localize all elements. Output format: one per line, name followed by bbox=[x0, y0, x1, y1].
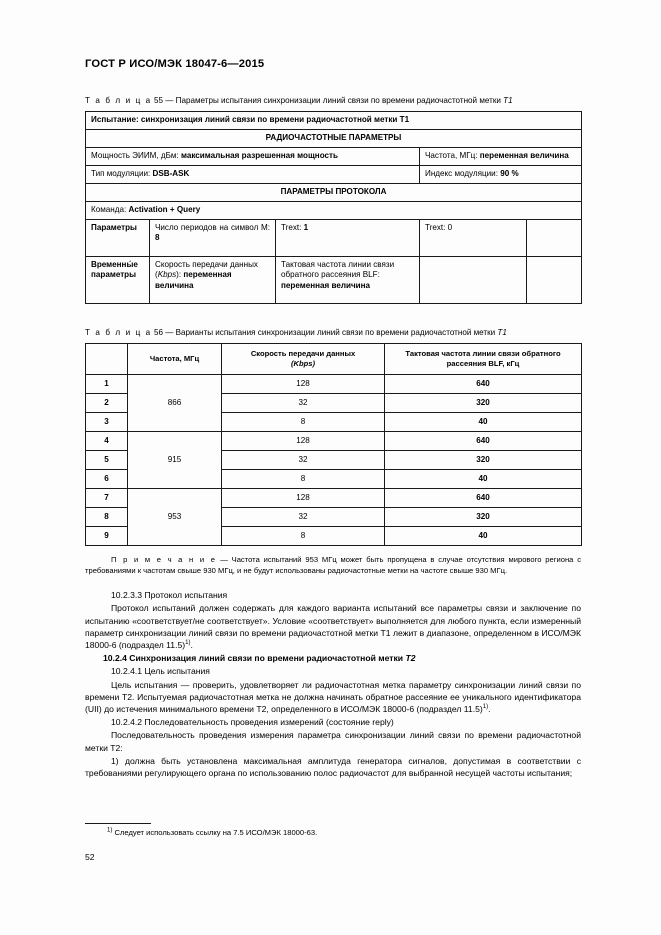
table-row bbox=[86, 166, 582, 184]
params-symbol-periods-label: Число периодов на символ M: bbox=[155, 223, 270, 233]
page-number: 52 bbox=[85, 852, 95, 862]
footnote-text: Следует использовать ссылку на 7.5 ИСО/МЭК 18000-63. bbox=[114, 828, 318, 837]
table-55-caption-italic: Т1 bbox=[503, 96, 513, 105]
modulation-type-cell bbox=[86, 166, 420, 184]
time-blf-value: переменная величина bbox=[281, 280, 371, 290]
modulation-type-value: DSB-ASK bbox=[152, 169, 190, 179]
clause-10-2-4-1-heading: 10.2.4.1 Цель испытания bbox=[111, 666, 210, 677]
page-content bbox=[85, 58, 581, 780]
col-header-blf-line1: Тактовая частота линии связи обратного bbox=[405, 349, 561, 359]
clause-10-2-4-text: 10.2.4 Синхронизация линий связи по времени радиочастотной метки bbox=[103, 653, 406, 664]
table-row bbox=[86, 112, 582, 130]
test-name-cell bbox=[86, 112, 582, 130]
table-row bbox=[86, 148, 582, 166]
time-datarate-unit: Kbps bbox=[157, 270, 177, 280]
clause-10-2-4-2-paragraph: Последовательность проведения измерения параметра синхронизации линий связи по времени радиочастотной метки Т2: bbox=[85, 730, 581, 753]
clause-10-2-4-1-end: . bbox=[488, 703, 491, 714]
table-56-caption-label: Т а б л и ц а bbox=[85, 328, 152, 338]
row-datarate: 8 bbox=[222, 470, 385, 489]
table-row bbox=[86, 257, 582, 304]
modulation-index-cell bbox=[420, 166, 582, 184]
frequency-cell bbox=[420, 148, 582, 166]
params-trext1-label: Trext: bbox=[281, 223, 302, 233]
footnote-divider bbox=[85, 823, 151, 824]
col-header-datarate-line1: Скорость передачи данных bbox=[250, 349, 356, 359]
table-row bbox=[86, 184, 582, 202]
clause-10-2-3-3-end: . bbox=[190, 639, 193, 650]
footnote-ref-2: 1) bbox=[482, 704, 489, 711]
table-56-caption bbox=[85, 328, 581, 338]
row-blf: 640 bbox=[385, 489, 582, 508]
time-blf-label: Тактовая частота линии связи обратного рассеяния BLF: bbox=[281, 260, 395, 280]
row-index: 8 bbox=[86, 508, 128, 527]
row-datarate: 32 bbox=[222, 508, 385, 527]
table-row bbox=[86, 130, 582, 148]
params-trext0-cell bbox=[420, 220, 527, 257]
footnote-area bbox=[85, 823, 581, 838]
row-blf: 640 bbox=[385, 375, 582, 394]
params-symbol-periods-cell bbox=[150, 220, 276, 257]
clause-10-2-4-italic: Т2 bbox=[405, 653, 416, 664]
row-blf: 40 bbox=[385, 413, 582, 432]
modulation-index-value: 90 % bbox=[500, 169, 519, 179]
table-row bbox=[86, 489, 582, 508]
time-datarate-label: Скорость передачи данных ( bbox=[155, 260, 258, 280]
clause-10-2-3-3-paragraph bbox=[85, 602, 581, 651]
params-trext1-cell bbox=[276, 220, 420, 257]
table-55-caption bbox=[85, 96, 581, 106]
table-56 bbox=[85, 343, 582, 546]
row-index: 4 bbox=[86, 432, 128, 451]
time-datarate-value: переменная величина bbox=[155, 270, 232, 290]
modulation-index-label: Индекс модуляции: bbox=[425, 169, 498, 179]
clause-10-2-4-heading bbox=[85, 652, 581, 664]
table-header-row bbox=[86, 344, 582, 375]
section-protocol-params: ПАРАМЕТРЫ ПРОТОКОЛА bbox=[86, 184, 582, 202]
row-blf: 40 bbox=[385, 527, 582, 546]
table-55 bbox=[85, 111, 582, 304]
row-index: 7 bbox=[86, 489, 128, 508]
command-cell bbox=[86, 202, 582, 220]
row-datarate: 32 bbox=[222, 394, 385, 413]
row-blf: 40 bbox=[385, 470, 582, 489]
frequency-value: переменная величина bbox=[479, 151, 569, 161]
time-datarate-cell bbox=[150, 257, 276, 304]
row-datarate: 8 bbox=[222, 413, 385, 432]
footnote-1 bbox=[85, 828, 581, 838]
row-frequency: 953 bbox=[128, 489, 222, 546]
col-header-blf-line2: рассеяния BLF, кГц bbox=[446, 359, 520, 369]
params-trext0-value: 0 bbox=[447, 223, 453, 233]
note-label: П р и м е ч а н и е bbox=[111, 555, 217, 565]
col-header-datarate-line2: (Kbps) bbox=[290, 359, 316, 369]
clause-10-2-4-1-text: Цель испытания — проверить, удовлетворяет ли радиочастотная метка параметру синхронизации линий связи по времени Т2. Испытуемая радиочастотная метка не должна начинать обратное рассеяние ее уникального идентификатора (UII) до истечения минимального времени Т2, определенного в ИСО/МЭК 18000-6 (подраздел 11.5) bbox=[85, 679, 581, 714]
command-value: Activation + Query bbox=[128, 205, 201, 215]
time-params-label-line2: параметры bbox=[91, 270, 137, 280]
col-header-index bbox=[86, 344, 128, 375]
modulation-type-label: Тип модуляции: bbox=[91, 169, 151, 179]
row-blf: 640 bbox=[385, 432, 582, 451]
row-frequency: 866 bbox=[128, 375, 222, 432]
eirp-value: максимальная разрешенная мощность bbox=[180, 151, 338, 161]
time-datarate-label2: ): bbox=[176, 270, 182, 280]
command-label: Команда: bbox=[91, 205, 127, 215]
section-rf-params: РАДИОЧАСТОТНЫЕ ПАРАМЕТРЫ bbox=[86, 130, 582, 148]
row-blf: 320 bbox=[385, 508, 582, 527]
row-index: 5 bbox=[86, 451, 128, 470]
note-text: — Частота испытаний 953 МГц может быть пропущена в случае отсутствия мирового региона с требованиями к частотам свыше 930 МГц, и не будут использованы радиочастотные метки на частоте свыше 930 МГц. bbox=[85, 555, 581, 575]
row-datarate: 8 bbox=[222, 527, 385, 546]
row-index: 3 bbox=[86, 413, 128, 432]
table-55-caption-label: Т а б л и ц а bbox=[85, 96, 152, 105]
list-item-1: 1) должна быть установлена максимальная амплитуда генератора сигналов, допустимая в соответствии с требованиями регулирующего органа по использованию полос радиочастот для выбранной несущей частоты испытания; bbox=[85, 755, 581, 778]
row-index: 9 bbox=[86, 527, 128, 546]
row-blf: 320 bbox=[385, 451, 582, 470]
params-row-label: Параметры bbox=[86, 220, 150, 257]
table-56-caption-italic: Т1 bbox=[497, 328, 507, 338]
col-header-datarate bbox=[222, 344, 385, 375]
row-index: 6 bbox=[86, 470, 128, 489]
table-note bbox=[85, 555, 581, 576]
table-row bbox=[86, 220, 582, 257]
table-56-caption-number: 56 bbox=[154, 328, 164, 338]
row-datarate: 128 bbox=[222, 375, 385, 394]
table-row bbox=[86, 375, 582, 394]
clause-10-2-4-2-heading: 10.2.4.2 Последовательность проведения измерений (состояние reply) bbox=[111, 717, 394, 728]
col-header-frequency: Частота, МГц bbox=[128, 344, 222, 375]
time-empty-cell-1 bbox=[420, 257, 527, 304]
footnote-marker: 1) bbox=[107, 827, 113, 834]
eirp-cell bbox=[86, 148, 420, 166]
table-55-caption-number: 55 bbox=[154, 96, 164, 105]
table-row bbox=[86, 202, 582, 220]
col-header-blf bbox=[385, 344, 582, 375]
row-frequency: 915 bbox=[128, 432, 222, 489]
page-title: ГОСТ Р ИСО/МЭК 18047-6—2015 bbox=[85, 58, 265, 70]
frequency-label: Частота, МГц: bbox=[425, 151, 478, 161]
table-56-caption-text: — Варианты испытания синхронизации линий связи по времени радиочастотной метки bbox=[165, 328, 498, 338]
row-blf: 320 bbox=[385, 394, 582, 413]
clause-10-2-3-3-heading: 10.2.3.3 Протокол испытания bbox=[111, 590, 228, 601]
test-row-label: Испытание: bbox=[91, 115, 139, 125]
clause-10-2-4-1-paragraph bbox=[85, 679, 581, 716]
row-index: 2 bbox=[86, 394, 128, 413]
eirp-label: Мощность ЭИИМ, дБм: bbox=[91, 151, 179, 161]
row-datarate: 128 bbox=[222, 489, 385, 508]
row-index: 1 bbox=[86, 375, 128, 394]
footnote-ref-1: 1) bbox=[185, 640, 191, 647]
time-blf-cell bbox=[276, 257, 420, 304]
params-trext1-value: 1 bbox=[303, 223, 309, 233]
row-datarate: 32 bbox=[222, 451, 385, 470]
clause-10-2-3-3-text: Протокол испытаний должен содержать для каждого варианта испытаний все параметры связи и заключение по испытанию «соответствует/не соответствует». Условие «соответствует» выполняется для любого пункта, если измеренный параметр синхронизации линий связи по времени радиочастотной метки Т1 лежит в диапазоне, определенном в ИСО/МЭК 18000-6 (подраздел 11.5) bbox=[85, 603, 581, 650]
params-empty-cell bbox=[527, 220, 582, 257]
time-empty-cell-2 bbox=[527, 257, 582, 304]
time-params-row-label bbox=[86, 257, 150, 304]
row-datarate: 128 bbox=[222, 432, 385, 451]
time-params-label-line1: Временны́е bbox=[91, 260, 138, 270]
table-55-caption-text: — Параметры испытания синхронизации линий связи по времени радиочастотной метки bbox=[165, 96, 504, 105]
params-trext0-label: Trext: bbox=[425, 223, 446, 233]
params-symbol-periods-value: 8 bbox=[155, 233, 160, 243]
test-row-value: синхронизация линий связи по времени радиочастотной метки Т1 bbox=[140, 115, 410, 125]
table-row bbox=[86, 432, 582, 451]
